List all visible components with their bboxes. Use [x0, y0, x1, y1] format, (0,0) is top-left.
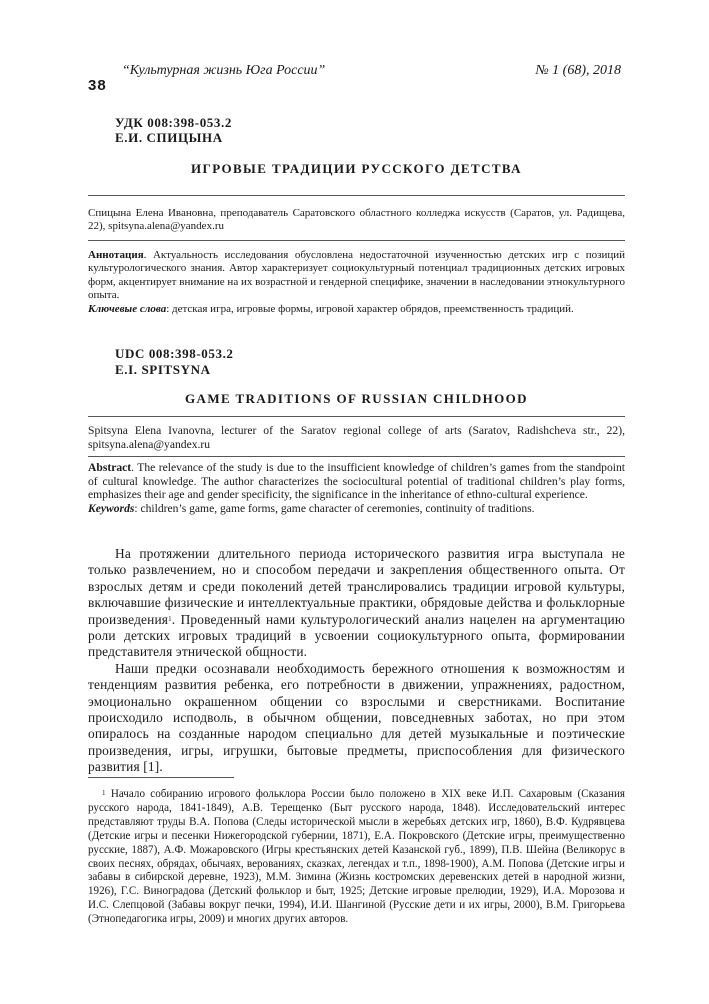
- footnote: [88, 788, 625, 927]
- abstract-en: [88, 461, 625, 515]
- footnote-reference[interactable]: 1: [168, 614, 172, 623]
- body-paragraph: На протяжении длительного периода исторического развития игра выступала не только развлечением, но и способом передачи и закрепления общественного опыта. От взрослых детям и среди поколений детей транслировались традиции игровой культуры, включавшие физические и интеллектуальные практики, обрядовые действа и фольклорные произведения$^1$. Проведенный нами культурологический анализ нацелен на аргументацию роли детских игровых традиций в усвоении социокультурного опыта, формировании представителя этнической общности.: [88, 546, 625, 660]
- divider: [88, 456, 625, 457]
- footnote-divider: [88, 777, 234, 778]
- abstract-text-en: . The relevance of the study is due to the insufficient knowledge of children’s games from the standpoint of cultural knowledge. The author characterizes the sociocultural potential of traditional children’s play forms, emphasizes their age and gender specificity, the significance in the inheritance of ethno-cultural experience.: [88, 461, 625, 502]
- divider: [88, 240, 625, 241]
- udc-en: UDC 008:398-053.2: [115, 346, 234, 361]
- page-number: 38: [88, 77, 107, 94]
- author-ru: Е.И. СПИЦЫНА: [115, 130, 223, 145]
- abstract-label-ru: Аннотация: [88, 249, 144, 261]
- keywords-text-ru: : детская игра, игровые формы, игровой характер обрядов, преемственность традиций.: [166, 302, 574, 315]
- udc-ru: УДК 008:398-053.2: [115, 115, 232, 130]
- abstract-text-ru: . Актуальность исследования обусловлена недостаточной изученностью детских игр с позиций культурологического знания. Автор характеризует социокультурный потенциал традиционных детских игровых форм, акцентирует внимание на их возрастной и гендерной специфике, значении в наследовании этнокультурного опыта.: [88, 249, 625, 302]
- divider: [88, 195, 625, 196]
- footnote-text: Начало собиранию игрового фольклора России было положено в XIX веке И.П. Сахаровым (Сказания русского народа, 1841-1849), А.В. Терещенко (Быт русского народа, 1848). Исследовательский интерес представляют труды В.А. Попова (Следы исторической мысли в жеребьях детских игр, 1860), В.Ф. Кудрявцева (Детские игры и песенки Нижегородской губернии, 1871), Е.А. Покровского (Детские игры, преимущественно русские, 1887), А.Ф. Можаровского (Игры крестьянских детей Казанской губ., 1899), П.В. Шейна (Великорус в своих песнях, обрядах, обычаях, верованиях, сказках, легендах и т.п., 1898-1900), А.М. Попова (Детские игры и забавы в сибирской деревне, 1923), М.М. Зимина (Жизнь костромских деревенских детей в народной жизни, 1926), Г.С. Виноградова (Детский фольклор и быт, 1925; Детские игровые прелюдии, 1929), И.А. Морозова и И.С. Слепцовой (Забавы вокруг печки, 1994), И.И. Шангиной (Русские дети и их игры, 2000), В.М. Григорьева (Этнопедагогика игры, 2009) и многих других авторов.: [88, 788, 625, 926]
- affiliation-ru: Спицына Елена Ивановна, преподаватель Саратовского областного колледжа искусств (Саратов, ул. Радищева, 22), spitsyna.alena@yandex.ru: [88, 207, 625, 233]
- keywords-label-ru: Ключевые слова: [88, 302, 167, 315]
- affiliation-en: Spitsyna Elena Ivanovna, lecturer of the Saratov regional college of arts (Saratov, Radishcheva str., 22), spitsyna.alena@yandex.ru: [88, 424, 625, 451]
- keywords-text-en: : children’s game, game forms, game character of ceremonies, continuity of traditions.: [134, 501, 535, 515]
- divider: [88, 416, 625, 417]
- abstract-label-en: Abstract: [88, 461, 132, 474]
- article-title-en: GAME TRADITIONS OF RUSSIAN CHILDHOOD: [185, 391, 528, 406]
- running-header-issue: № 1 (68), 2018: [535, 63, 621, 78]
- keywords-label-en: Keywords: [88, 501, 135, 515]
- author-en: E.I. SPITSYNA: [115, 362, 211, 377]
- abstract-ru: [88, 249, 625, 316]
- footnote-mark: 1: [102, 789, 106, 797]
- running-header-journal: “Культурная жизнь Юга России”: [122, 63, 326, 78]
- body-paragraph: Наши предки осознавали необходимость бережного отношения к возможностям и тенденциям развития ребенка, его потребности в движении, упражнениях, радостном, эмоционально окрашенном общении со взрослыми и сверстниками. Воспитание происходило исподволь, в обычном общении, повседневных заботах, но при этом опиралось на созданные народом специально для детей музыкальные и поэтические произведения, игры, игрушки, бытовые предметы, приспособления для физического развития [1].: [88, 660, 625, 775]
- article-body: [88, 546, 625, 776]
- article-title-ru: ИГРОВЫЕ ТРАДИЦИИ РУССКОГО ДЕТСТВА: [191, 161, 522, 176]
